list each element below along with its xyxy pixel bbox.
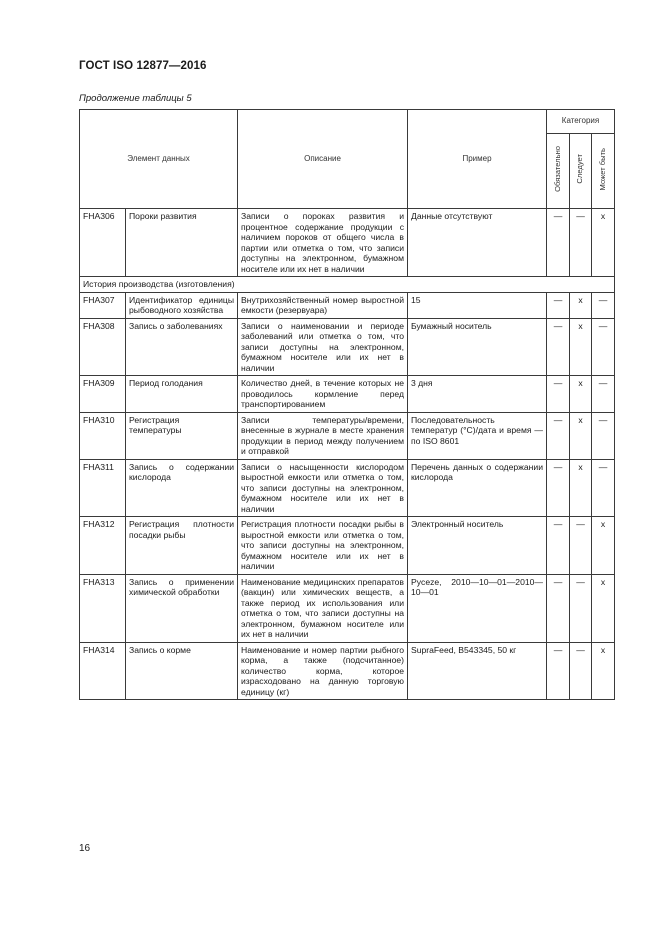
element-description: Записи температуры/времени, внесенные в журнале в месте хранения продукции в период между получением и отправкой <box>238 412 408 459</box>
element-description: Внутрихозяйственный номер выростной емкости (резервуара) <box>238 292 408 318</box>
mark-recommended: x <box>570 459 592 517</box>
table-row <box>80 292 615 318</box>
mark-required: — <box>547 642 570 700</box>
element-name: Период голодания <box>126 376 238 413</box>
header-required: Обязательно <box>547 134 570 209</box>
data-elements-table <box>79 109 615 700</box>
element-name: Регистрация плотности посадки рыбы <box>126 517 238 575</box>
mark-optional: x <box>592 642 615 700</box>
mark-recommended: x <box>570 318 592 376</box>
element-name: Запись о заболеваниях <box>126 318 238 376</box>
table-row <box>80 459 615 517</box>
mark-required: — <box>547 292 570 318</box>
mark-required: — <box>547 376 570 413</box>
mark-required: — <box>547 459 570 517</box>
element-code: FHA312 <box>80 517 126 575</box>
table-row <box>80 376 615 413</box>
element-example: Данные отсутствуют <box>408 209 547 277</box>
table-body-top <box>80 209 615 277</box>
element-name: Запись о корме <box>126 642 238 700</box>
mark-optional: x <box>592 209 615 277</box>
mark-required: — <box>547 412 570 459</box>
element-description: Количество дней, в течение которых не проводилось кормление перед транспортированием <box>238 376 408 413</box>
section-row-group <box>80 277 615 293</box>
mark-recommended: — <box>570 642 592 700</box>
header-example: Пример <box>408 110 547 209</box>
mark-optional: x <box>592 574 615 642</box>
mark-recommended: — <box>570 517 592 575</box>
section-row <box>80 277 615 293</box>
element-example: 15 <box>408 292 547 318</box>
mark-optional: — <box>592 459 615 517</box>
mark-required: — <box>547 574 570 642</box>
table-row <box>80 574 615 642</box>
mark-optional: — <box>592 376 615 413</box>
element-code: FHA310 <box>80 412 126 459</box>
table-row <box>80 517 615 575</box>
table-row <box>80 318 615 376</box>
element-code: FHA306 <box>80 209 126 277</box>
element-description: Наименование и номер партии рыбного корма, а также (подсчитанное) количество корма, которое израсходовано на данную торговую единицу (кг) <box>238 642 408 700</box>
element-name: Запись о содержании кислорода <box>126 459 238 517</box>
table-row <box>80 642 615 700</box>
header-category: Категория <box>547 110 615 134</box>
mark-required: — <box>547 517 570 575</box>
mark-recommended: x <box>570 412 592 459</box>
mark-recommended: x <box>570 376 592 413</box>
header-description: Описание <box>238 110 408 209</box>
element-description: Регистрация плотности посадки рыбы в выростной емкости или отметка о том, что записи доступны на электронном, бумажном носителе или их нет в наличии <box>238 517 408 575</box>
element-example: Перечень данных о содержании кислорода <box>408 459 547 517</box>
table-continuation-caption: Продолжение таблицы 5 <box>79 93 192 104</box>
mark-recommended: — <box>570 574 592 642</box>
element-name: Пороки развития <box>126 209 238 277</box>
table-body-main <box>80 292 615 700</box>
element-code: FHA309 <box>80 376 126 413</box>
mark-optional: — <box>592 292 615 318</box>
element-example: Последовательность температур (°C)/дата и время — по ISO 8601 <box>408 412 547 459</box>
page-number: 16 <box>79 843 91 854</box>
mark-recommended: — <box>570 209 592 277</box>
element-code: FHA311 <box>80 459 126 517</box>
mark-optional: — <box>592 412 615 459</box>
element-example: Электронный носитель <box>408 517 547 575</box>
section-title: История производства (изготовления) <box>80 277 615 293</box>
element-code: FHA314 <box>80 642 126 700</box>
element-example: Pyceze, 2010—10—01—2010—10—01 <box>408 574 547 642</box>
element-name: Запись о применении химической обработки <box>126 574 238 642</box>
element-example: Бумажный носитель <box>408 318 547 376</box>
header-recommended: Следует <box>570 134 592 209</box>
element-code: FHA308 <box>80 318 126 376</box>
element-example: SupraFeed, B543345, 50 кг <box>408 642 547 700</box>
mark-optional: x <box>592 517 615 575</box>
element-code: FHA313 <box>80 574 126 642</box>
element-description: Записи о наименовании и периоде заболеваний или отметка о том, что записи доступны на электронном, бумажном носителе или их нет в наличии <box>238 318 408 376</box>
element-name: Идентификатор единицы рыбоводного хозяйства <box>126 292 238 318</box>
element-example: 3 дня <box>408 376 547 413</box>
document-title: ГОСТ ISO 12877—2016 <box>79 60 207 72</box>
element-description: Записи о насыщенности кислородом выростной емкости или отметка о том, что записи доступны на электронном, бумажном носителе или их нет в наличии <box>238 459 408 517</box>
mark-recommended: x <box>570 292 592 318</box>
table-row <box>80 209 615 277</box>
header-element: Элемент данных <box>80 110 238 209</box>
mark-required: — <box>547 209 570 277</box>
element-description: Наименование медицинских препаратов (вакцин) или химических веществ, а также период их использования или отметка о том, что записи доступны на электронном, бумажном носителе или их нет в наличии <box>238 574 408 642</box>
element-code: FHA307 <box>80 292 126 318</box>
mark-required: — <box>547 318 570 376</box>
element-description: Записи о пороках развития и процентное содержание продукции с наличием пороков от общего числа в партии или отметка о том, что записи доступны на электронном, бумажном носителе или их нет в наличии <box>238 209 408 277</box>
element-name: Регистрация температуры <box>126 412 238 459</box>
mark-optional: — <box>592 318 615 376</box>
table-row <box>80 412 615 459</box>
header-optional: Может быть <box>592 134 615 209</box>
